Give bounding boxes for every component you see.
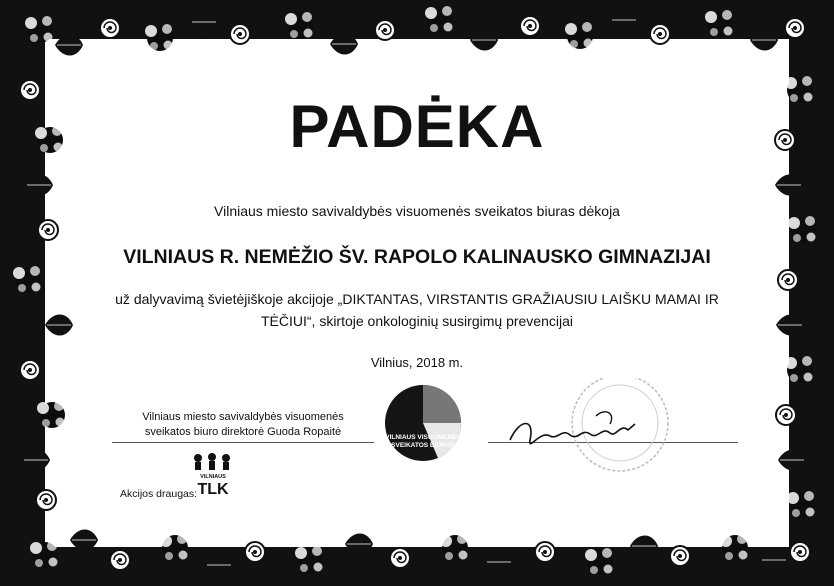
thanks-line: Vilniaus miesto savivaldybės visuomenės sveikatos biuras dėkoja <box>214 203 620 219</box>
partner-label: Akcijos draugas: <box>120 488 198 500</box>
signature-with-stamp <box>500 378 700 478</box>
health-bureau-logo <box>378 383 468 463</box>
logo-text-line-1: VILNIAUS VISUOMENĖS <box>385 434 461 441</box>
reason-line-2: TĖČIUI“, skirtoje onkologinių susirgimų prevencijai <box>260 313 573 329</box>
certificate-title: PADĖKA <box>289 93 545 160</box>
tlk-logo-text: TLK <box>197 481 229 498</box>
place-date: Vilnius, 2018 m. <box>370 355 464 370</box>
director-title-line-1: Vilniaus miesto savivaldybės visuomenės <box>142 411 344 423</box>
left-signature-line <box>112 442 374 443</box>
director-title-line-2: sveikatos biuro direktorė Guoda Ropaitė <box>144 426 342 438</box>
logo-text-line-2: SVEIKATOS BIURAS <box>391 442 455 449</box>
recipient-name: VILNIAUS R. NEMĖŽIO ŠV. RAPOLO KALINAUSKO GIMNAZIJAI <box>123 246 711 268</box>
tlk-logo-small-text: VILNIAUS <box>200 474 226 480</box>
official-stamp <box>572 378 668 471</box>
tlk-logo <box>188 450 238 498</box>
reason-line-1: už dalyvavimą švietėjiškoje akcijoje „DIKTANTAS, VIRSTANTIS GRAŽIAUSIU LAIŠKU MAMAI IR <box>115 291 719 307</box>
